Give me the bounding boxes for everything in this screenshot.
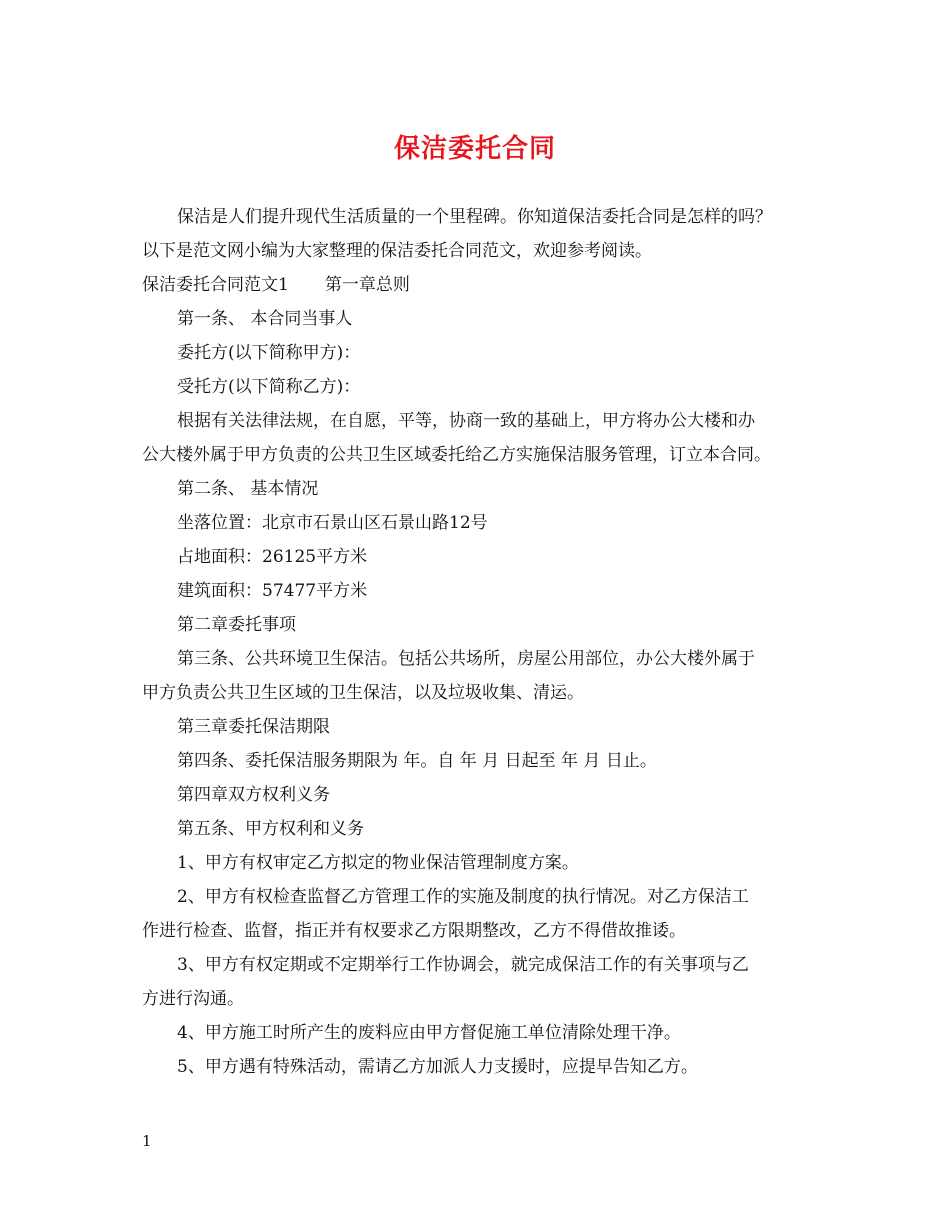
land-area-line: 占地面积：26125平方米 [177, 547, 368, 567]
article-4-line: 第四条、委托保洁服务期限为 年。自 年 月 日起至 年 月 日止。 [177, 751, 657, 771]
article-1-body-line-1: 根据有关法律法规，在自愿，平等，协商一致的基础上，甲方将办公大楼和办 [177, 411, 755, 431]
party-a-line: 委托方(以下简称甲方)： [177, 343, 361, 363]
chapter-1-heading: 第一章总则 [324, 275, 410, 295]
article-3-line-1: 第三条、公共环境卫生保洁。包括公共场所，房屋公用部位，办公大楼外属于 [177, 649, 755, 669]
chapter-2-heading: 第二章委托事项 [177, 615, 296, 635]
building-area-line: 建筑面积：57477平方米 [177, 581, 368, 601]
item-3-line-2: 方进行沟通。 [142, 989, 244, 1009]
article-5-heading: 第五条、甲方权利和义务 [177, 819, 364, 839]
sample-heading-line [142, 268, 814, 302]
item-5-line: 5、甲方遇有特殊活动，需请乙方加派人力支援时，应提早告知乙方。 [177, 1057, 698, 1077]
paragraph-intro-line-1: 保洁是人们提升现代生活质量的一个里程碑。你知道保洁委托合同是怎样的吗？ [177, 207, 772, 227]
item-2-line-2: 作进行检查、监督，指正并有权要求乙方限期整改，乙方不得借故推诿。 [142, 921, 686, 941]
party-b-line: 受托方(以下简称乙方)： [177, 377, 361, 397]
article-3-line-2: 甲方负责公共卫生区域的卫生保洁，以及垃圾收集、清运。 [142, 683, 584, 703]
item-1-line: 1、甲方有权审定乙方拟定的物业保洁管理制度方案。 [177, 853, 579, 873]
sample-label: 保洁委托合同范文1 [142, 275, 289, 295]
article-2-heading: 第二条、 基本情况 [177, 479, 319, 499]
article-1-heading: 第一条、 本合同当事人 [177, 309, 353, 329]
paragraph-intro-line-2: 以下是范文网小编为大家整理的保洁委托合同范文，欢迎参考阅读。 [142, 241, 652, 261]
page-number: 1 [142, 1132, 152, 1150]
document-title: 保洁委托合同 [393, 134, 556, 164]
item-4-line: 4、甲方施工时所产生的废料应由甲方督促施工单位清除处理干净。 [177, 1023, 681, 1043]
document-body [142, 200, 814, 1084]
item-2-line-1: 2、甲方有权检查监督乙方管理工作的实施及制度的执行情况。对乙方保洁工 [177, 887, 749, 907]
article-1-body-line-2: 公大楼外属于甲方负责的公共卫生区域委托给乙方实施保洁服务管理，订立本合同。 [142, 445, 771, 465]
item-3-line-1: 3、甲方有权定期或不定期举行工作协调会，就完成保洁工作的有关事项与乙 [177, 955, 749, 975]
chapter-3-heading: 第三章委托保洁期限 [177, 717, 330, 737]
location-line: 坐落位置：北京市石景山区石景山路12号 [177, 513, 488, 533]
chapter-4-heading: 第四章双方权利义务 [177, 785, 330, 805]
